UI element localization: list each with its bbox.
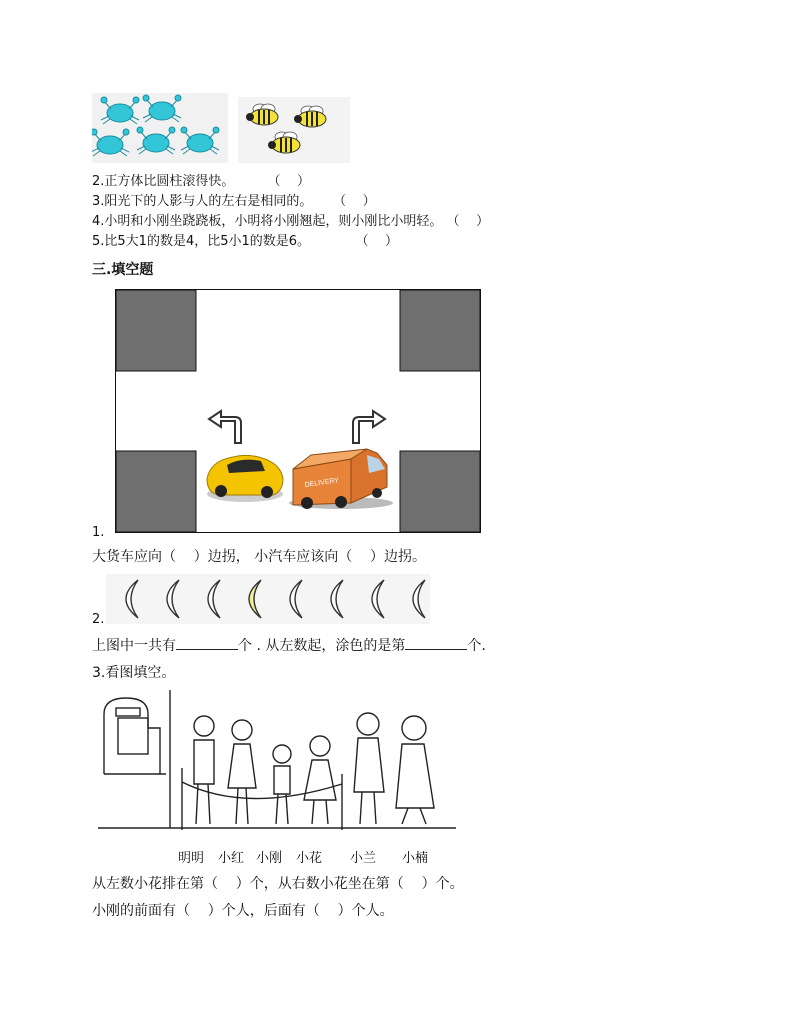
judge-question-4: 4.小明和小刚坐跷跷板，小明将小刚翘起，则小刚比小明轻。 （ ） [92, 214, 490, 229]
fill-question-3-line-1: 从左数小花排在第（ ）个，从右数小花坐在第（ ）个。 [92, 876, 464, 892]
fill-question-2-text [92, 637, 486, 655]
person-mingming [194, 716, 214, 824]
q2-part2: 个 . 从左数起，涂色的是第 [238, 638, 406, 654]
truck-sign-text: DELIVERY [304, 477, 340, 489]
name-label: 明明 [178, 851, 205, 866]
corner-block [116, 290, 196, 371]
name-label: 小花 [296, 851, 323, 866]
name-label: 小兰 [350, 851, 377, 866]
section-title: 三.填空题 [92, 262, 154, 278]
person-xiaonan [396, 716, 434, 824]
name-label: 小刚 [256, 851, 283, 866]
person-xiaohua [304, 736, 336, 824]
fill-question-3-line-2: 小刚的前面有（ ）个人，后面有（ ）个人。 [92, 903, 394, 919]
fill-question-1-number: 1. [92, 525, 105, 540]
name-label: 小楠 [402, 851, 429, 866]
answer-blank[interactable] [176, 637, 238, 650]
intersection-image [115, 289, 481, 533]
person-xiaolan [354, 713, 384, 824]
crabs-image [92, 93, 228, 163]
judge-question-3: 3.阳光下的人影与人的左右是相同的。 （ ） [92, 194, 376, 209]
q2-part3: 个. [467, 638, 486, 654]
car-icon [207, 455, 283, 502]
corner-block [400, 290, 480, 371]
bees-image [238, 97, 350, 163]
person-xiaogang [273, 745, 291, 824]
fill-question-2-number: 2. [92, 612, 105, 627]
corner-block [116, 451, 196, 532]
corner-block [400, 451, 480, 532]
q2-part1: 上图中一共有 [92, 638, 176, 654]
fill-question-1-text: 大货车应向（ ）边拐， 小汽车应该向（ ）边拐。 [92, 549, 427, 565]
answer-blank[interactable] [405, 637, 467, 650]
queue-image [96, 688, 456, 836]
fill-question-3-title: 3.看图填空。 [92, 665, 176, 681]
person-xiaohong [228, 720, 256, 824]
judge-question-5: 5.比5大1的数是4，比5小1的数是6。 （ ） [92, 234, 399, 249]
moons-image [106, 574, 430, 624]
name-label: 小红 [218, 851, 245, 866]
judge-question-2: 2.正方体比圆柱滚得快。 （ ） [92, 174, 310, 189]
